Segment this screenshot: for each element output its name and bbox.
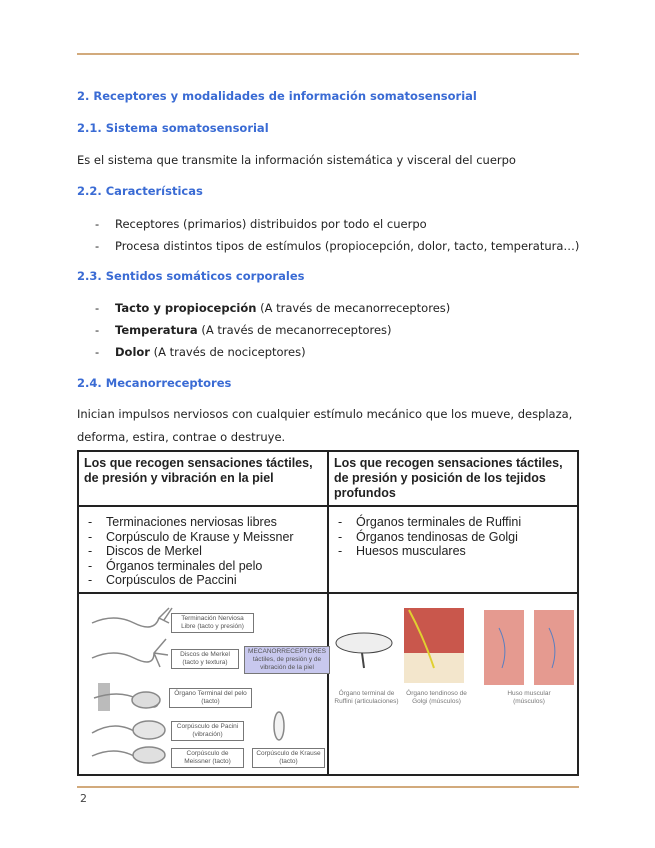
bold-term: Tacto y propiocepción bbox=[115, 301, 257, 315]
list-item: - Corpúsculos de Paccini bbox=[106, 573, 322, 588]
table-header: Los que recogen sensaciones táctiles, de presión y vibración en la piel bbox=[78, 451, 328, 506]
list-item: - Terminaciones nerviosas libres bbox=[106, 515, 322, 530]
figure-label: Órgano Terminal del pelo (tacto) bbox=[169, 688, 252, 708]
table-cell bbox=[78, 506, 328, 593]
table-cell bbox=[328, 593, 578, 775]
list-item: - Corpúsculo de Krause y Meissner bbox=[106, 530, 322, 545]
list-item: - Tacto y propiocepción (A través de mecanorreceptores) bbox=[95, 301, 451, 315]
list-item: - Discos de Merkel bbox=[106, 544, 322, 559]
bold-term: Dolor bbox=[115, 345, 150, 359]
figure-caption: Huso muscular (músculos) bbox=[507, 689, 551, 705]
paragraph: deforma, estira, contrae o destruye. bbox=[77, 430, 286, 444]
list-item: - Dolor (A través de nociceptores) bbox=[95, 345, 306, 359]
paragraph: Inician impulsos nerviosos con cualquier estímulo mecánico que los mueve, desplaza, bbox=[77, 407, 573, 421]
figure-caption: Órgano terminal de Ruffini (articulaciones) bbox=[334, 689, 399, 705]
heading-2-1: 2.1. Sistema somatosensorial bbox=[77, 121, 269, 135]
paragraph: Es el sistema que transmite la información sistemática y visceral del cuerpo bbox=[77, 153, 516, 167]
mechanoreceptor-table bbox=[77, 450, 579, 776]
list-item-text: (A través de mecanorreceptores) bbox=[197, 323, 392, 337]
bold-term: Temperatura bbox=[115, 323, 198, 337]
table-cell bbox=[78, 593, 328, 775]
heading-2-4: 2.4. Mecanorreceptores bbox=[77, 376, 232, 390]
figure-label: Corpúsculo de Meissner (tacto) bbox=[171, 748, 244, 768]
heading-2-2: 2.2. Características bbox=[77, 184, 203, 198]
header-rule bbox=[77, 53, 579, 55]
receptor-drawings bbox=[334, 598, 579, 698]
list-item: - Receptores (primarios) distribuidos por todo el cuerpo bbox=[95, 217, 427, 231]
figure-label: Discos de Merkel (tacto y textura) bbox=[171, 649, 239, 669]
page-number: 2 bbox=[80, 792, 87, 805]
deep-receptors-figure bbox=[334, 598, 572, 768]
table-header: Los que recogen sensaciones táctiles, de presión y posición de los tejidos profundos bbox=[328, 451, 578, 506]
figure-label: Terminación Nerviosa Libre (tacto y presión) bbox=[171, 613, 254, 633]
figure-label: Corpúsculo de Pacini (vibración) bbox=[171, 721, 244, 741]
list-item-text: (A través de mecanorreceptores) bbox=[256, 301, 451, 315]
mechanoreceptor-box: MECANORRECEPTORES táctiles, de presión y de vibración de la piel bbox=[244, 646, 330, 674]
list-item-text: Procesa distintos tipos de estímulos (propiocepción, dolor, tacto, temperatura…) bbox=[115, 239, 580, 253]
list-item: - Procesa distintos tipos de estímulos (propiocepción, dolor, tacto, temperatura…) bbox=[95, 239, 580, 253]
list-item-text: Receptores (primarios) distribuidos por todo el cuerpo bbox=[115, 217, 427, 231]
list-item-text: (A través de nociceptores) bbox=[149, 345, 306, 359]
list-item: - Órganos tendinosas de Golgi bbox=[356, 530, 572, 545]
section-title: 2. Receptores y modalidades de información somatosensorial bbox=[77, 89, 477, 103]
list-item: - Órganos terminales del pelo bbox=[106, 559, 322, 574]
table-cell bbox=[328, 506, 578, 593]
list-item: - Órganos terminales de Ruffini bbox=[356, 515, 572, 530]
figure-label: Corpúsculo de Krause (tacto) bbox=[252, 748, 325, 768]
list-item: - Huesos musculares bbox=[356, 544, 572, 559]
list-item: - Temperatura (A través de mecanorreceptores) bbox=[95, 323, 392, 337]
figure-caption: Órgano tendinoso de Golgi (músculos) bbox=[406, 689, 467, 705]
footer-rule bbox=[77, 786, 579, 788]
skin-receptors-figure bbox=[84, 598, 326, 768]
heading-2-3: 2.3. Sentidos somáticos corporales bbox=[77, 269, 305, 283]
